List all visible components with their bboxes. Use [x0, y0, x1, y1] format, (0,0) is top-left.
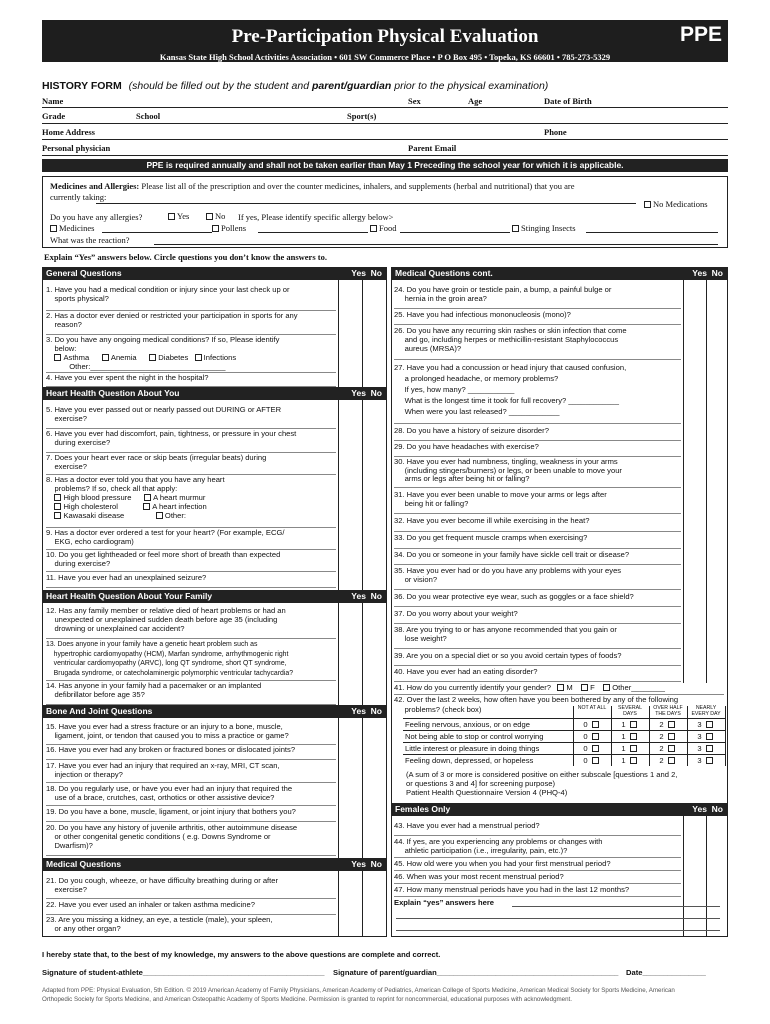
name-label: Name	[42, 96, 64, 106]
annual-notice: PPE is required annually and shall not be taken earlier than May 1 Preceding the school year for which it is applicable.	[42, 159, 728, 172]
student-signature[interactable]: Signature of student-athlete___________________________________________	[42, 968, 325, 977]
explain-yes-label: Explain “yes” answers here	[394, 898, 495, 907]
phq-col-divider	[573, 706, 574, 766]
yes-col-divider	[683, 267, 684, 683]
checkbox-icon	[54, 354, 61, 361]
checkbox-icon[interactable]	[630, 733, 637, 740]
question-23[interactable]: 23. Are you missing a kidney, an eye, a testicle (male), your spleen, or any other organ?	[46, 915, 273, 933]
checkbox-icon[interactable]	[212, 225, 219, 232]
allergy-no[interactable]: No	[206, 211, 225, 221]
parent-signature[interactable]: Signature of parent/guardian___________________________________________	[333, 968, 619, 977]
question-33[interactable]: 33. Do you get frequent muscle cramps when exercising?	[394, 533, 681, 549]
form-title: HISTORY FORM	[42, 80, 122, 92]
page-title: Pre-Participation Physical Evaluation	[231, 26, 539, 47]
phq-col-divider	[611, 706, 612, 766]
checkbox-icon	[102, 354, 109, 361]
phq-value: 3	[697, 732, 702, 741]
question-45[interactable]: 45. How old were you when you had your first menstrual period?	[394, 859, 681, 871]
question-44[interactable]: 44. If yes, are you experiencing any problems or changes with athletic participation (i.e., irregularity, pain, etc.)?	[394, 837, 681, 858]
phq-value: 0	[583, 744, 588, 753]
name-field[interactable]	[42, 107, 728, 108]
question-32[interactable]: 32. Have you ever become ill while exercising in the heat?	[394, 516, 681, 532]
checkbox-icon[interactable]	[706, 757, 713, 764]
phq-value: 1	[621, 732, 626, 741]
question-35[interactable]: 35. Have you ever had or do you have any problems with your eyes or vision?	[394, 566, 681, 590]
phq-option[interactable]	[649, 732, 687, 741]
checkbox-icon[interactable]	[630, 745, 637, 752]
phone-label: Phone	[544, 127, 567, 137]
checkbox-icon[interactable]	[668, 733, 675, 740]
checkbox-icon[interactable]	[168, 213, 175, 220]
question-38[interactable]: 38. Are you trying to or has anyone recommended that you gain or lose weight?	[394, 625, 681, 649]
allergy-medicines[interactable]: Medicines	[50, 223, 94, 233]
section-bone: Bone And Joint Questions Yes No	[42, 705, 387, 718]
question-41[interactable]: 41. How do you currently identify your gender? M F Other________	[394, 683, 724, 695]
question-10[interactable]: 10. Do you get lightheaded or feel more short of breath than expected during exercise?	[46, 550, 336, 572]
home-address-label: Home Address	[42, 127, 95, 137]
phq-col-header: NOT AT ALL	[577, 705, 607, 711]
checkbox-icon	[557, 684, 564, 691]
explain-line[interactable]	[396, 930, 720, 931]
checkbox-icon	[156, 512, 163, 519]
phq-row-label: Feeling down, depressed, or hopeless	[405, 756, 534, 765]
medicines-text: Medicines and Allergies: Please list all of the prescription and over the counter medicines, inhalers, and supplements (herbal and nutritional) that you are currently taking:	[50, 181, 575, 202]
phq-option[interactable]	[611, 756, 649, 765]
phq-option[interactable]	[687, 744, 725, 753]
no-medications-checkbox[interactable]	[644, 201, 651, 208]
phq-value: 3	[697, 720, 702, 729]
phq-option[interactable]	[573, 720, 611, 729]
phq-col-divider	[687, 706, 688, 766]
question-6[interactable]: 6. Have you ever had discomfort, pain, tightness, or pressure in your chest during exercise?	[46, 429, 336, 453]
phq-value: 3	[697, 756, 702, 765]
phq-row-label: Feeling nervous, anxious, or on edge	[405, 720, 530, 729]
checkbox-icon	[195, 354, 202, 361]
phq-option[interactable]	[573, 744, 611, 753]
question-18[interactable]: 18. Do you regularly use, or have you ever had an injury that required the use of a brace, crutches, cast, orthotics or other assistive device?	[46, 784, 336, 806]
form-note: (should be filled out by the student and parent/guardian prior to the physical examination)	[128, 80, 549, 92]
food-line[interactable]	[400, 232, 510, 233]
phq-value: 2	[659, 732, 664, 741]
question-39[interactable]: 39. Are you on a special diet or so you avoid certain types of foods?	[394, 651, 681, 666]
checkbox-icon[interactable]	[706, 733, 713, 740]
checkbox-icon[interactable]	[668, 721, 675, 728]
no-col-divider	[706, 803, 707, 937]
phq-value: 1	[621, 756, 626, 765]
checkbox-icon	[144, 494, 151, 501]
phq-option[interactable]	[573, 732, 611, 741]
checkbox-icon	[54, 494, 61, 501]
question-3[interactable]: 3. Do you have any ongoing medical conditions? If so, Please identify below: Asthma Anemia Diabetes Infections Other:________________________________	[46, 335, 336, 373]
question-21[interactable]: 21. Do you cough, wheeze, or have difficulty breathing during or after exercise?	[46, 876, 336, 899]
allergy-stinging[interactable]: Stinging Insects	[512, 223, 576, 233]
phq-value: 2	[659, 756, 664, 765]
home-address-field[interactable]	[42, 139, 728, 140]
phq-option[interactable]	[687, 720, 725, 729]
section-general: General Questions Yes No	[42, 267, 387, 280]
date-field[interactable]: Date_______________	[626, 968, 706, 977]
allergy-yes[interactable]: Yes	[168, 211, 189, 221]
checkbox-icon	[54, 503, 61, 510]
question-28[interactable]: 28. Do you have a history of seizure disorder?	[394, 426, 681, 441]
phq-value: 0	[583, 720, 588, 729]
grade-label: Grade	[42, 111, 66, 121]
phq-col-divider	[649, 706, 650, 766]
checkbox-icon[interactable]	[206, 213, 213, 220]
question-17[interactable]: 17. Have you ever had an injury that required an x-ray, MRI, CT scan, injection or therapy?	[46, 761, 336, 783]
phq-table	[403, 706, 725, 766]
question-1[interactable]: 1. Have you had a medical condition or injury since your last check up or sports physical?	[46, 285, 336, 311]
phq-col-header: NEARLY EVERY DAY	[691, 705, 721, 717]
phq-col-header: SEVERAL DAYS	[618, 705, 642, 717]
checkbox-icon[interactable]	[668, 745, 675, 752]
question-25[interactable]: 25. Have you had infectious mononucleosis (mono)?	[394, 310, 681, 325]
question-34[interactable]: 34. Do you or someone in your family have sickle cell trait or disease?	[394, 550, 681, 565]
age-label: Age	[468, 96, 483, 106]
phq-option[interactable]	[611, 744, 649, 753]
question-15[interactable]: 15. Have you ever had a stress fracture or an injury to a bone, muscle, ligament, joint, or tendon that caused you to miss a practice or game?	[46, 722, 336, 745]
phq-value: 2	[659, 744, 664, 753]
phq-value: 1	[621, 744, 626, 753]
phq-value: 0	[583, 756, 588, 765]
sports-label: Sport(s)	[347, 111, 377, 121]
question-7[interactable]: 7. Does your heart ever race or skip beats (irregular beats) during exercise?	[46, 453, 336, 475]
phq-row-label: Not being able to stop or control worrying	[405, 732, 544, 741]
explain-line[interactable]	[512, 906, 720, 907]
question-37[interactable]: 37. Do you worry about your weight?	[394, 609, 681, 624]
checkbox-icon	[603, 684, 610, 691]
question-30[interactable]: 30. Have you ever had numbness, tingling, weakness in your arms (including stingers/burners) or legs, or been unable to move your arms or legs after being hit or falling?	[394, 458, 681, 488]
no-medications-option[interactable]: No Medications	[644, 199, 708, 209]
section-females: Females Only Yes No	[391, 803, 728, 816]
physician-label: Personal physician	[42, 143, 111, 153]
credits: Adapted from PPE: Physical Evaluation, 5th Edition. © 2019 American Academy of Family Physicians, American Academy of Pediatrics, American College of Sports Medicine, American Medical Society for Sports Medicine, American Orthopedic Society for Sports Medicine, and American Osteopathic Academy of Sports Medicine. Permission is granted to reprint for noncommercial, educational purposes with acknowledgment.	[42, 987, 675, 1003]
checkbox-icon[interactable]	[706, 721, 713, 728]
pollens-line[interactable]	[258, 232, 368, 233]
question-47[interactable]: 47. How many menstrual periods have you had in the last 12 months?	[394, 885, 681, 897]
ppe-badge: PPE	[679, 23, 722, 46]
checkbox-icon[interactable]	[592, 733, 599, 740]
checkbox-icon[interactable]	[592, 745, 599, 752]
checkbox-icon	[54, 512, 61, 519]
phq-option[interactable]	[611, 720, 649, 729]
phq-option[interactable]	[649, 744, 687, 753]
question-36[interactable]: 36. Do you wear protective eye wear, such as goggles or a face shield?	[394, 592, 681, 607]
phq-col-header: OVER HALF THE DAYS	[653, 705, 683, 717]
checkbox-icon	[149, 354, 156, 361]
reaction-field[interactable]	[154, 244, 718, 245]
phq-value: 1	[621, 720, 626, 729]
allergy-food[interactable]: Food	[370, 223, 396, 233]
checkbox-icon[interactable]	[370, 225, 377, 232]
question-31[interactable]: 31. Have you ever been unable to move your arms or legs after being hit or falling?	[394, 490, 681, 514]
sex-label: Sex	[408, 96, 421, 106]
checkbox-icon[interactable]	[630, 721, 637, 728]
no-col-divider	[706, 267, 707, 683]
allergy-ifyes: If yes, Please identify specific allergy below>	[238, 212, 394, 222]
checkbox-icon[interactable]	[668, 757, 675, 764]
phq-value: 0	[583, 732, 588, 741]
allergy-pollens[interactable]: Pollens	[212, 223, 246, 233]
question-8[interactable]: 8. Has a doctor ever told you that you have any heart problems? If so, check all that apply: High blood pressure A heart murmur High cholesterol A heart infection Kawasaki disease Other:	[46, 475, 336, 528]
question-2[interactable]: 2. Has a doctor ever denied or restricted your participation in sports for any reason?	[46, 311, 336, 335]
question-13[interactable]: 13. Does anyone in your family have a genetic heart problem such as hypertrophic cardiomyopathy (HCM), Marfan syndrome, arrhythmogenic right ventricular cardiomyopathy (ARVC), long QT syndrome, short QT syndrome, Brugada syndrome, or catecholaminergic polymorphic ventricular tachycardia?	[46, 640, 336, 681]
checkbox-icon[interactable]	[630, 757, 637, 764]
phq-option[interactable]	[687, 732, 725, 741]
question-26[interactable]: 26. Do you have any recurring skin rashes or skin infection that come and go, including herpes or methicillin-resistant Staphylococcus aureus (MRSA)?	[394, 326, 681, 360]
checkbox-icon[interactable]	[512, 225, 519, 232]
question-42: 42. Over the last 2 weeks, how often have you been bothered by any of the following problems? (check box)	[394, 695, 679, 714]
section-heart: Heart Health Question About You Yes No	[42, 387, 387, 400]
question-4[interactable]: 4. Have you ever spent the night in the hospital?	[46, 373, 336, 387]
checkbox-icon[interactable]	[706, 745, 713, 752]
question-27[interactable]: 27. Have you had a concussion or head injury that caused confusion, a prolonged headache, or memory problems? If yes, how many? ___________ What is the longest time it took for full recovery? ____________ When were you last released? ____________	[394, 362, 681, 424]
parent-email-label: Parent Email	[408, 143, 457, 153]
phq-option[interactable]	[573, 756, 611, 765]
stinging-line[interactable]	[586, 232, 718, 233]
dob-label: Date of Birth	[544, 96, 592, 106]
grade-field[interactable]	[42, 123, 728, 124]
question-24[interactable]: 24. Do you have groin or testicle pain, a bump, a painful bulge or hernia in the groin area?	[394, 285, 681, 309]
question-43[interactable]: 43. Have you ever had a menstrual period?	[394, 821, 681, 836]
phq-option[interactable]	[611, 732, 649, 741]
checkbox-icon	[143, 503, 150, 510]
section-heart-family: Heart Health Question About Your Family Yes No	[42, 590, 387, 603]
phq-col-divider	[725, 706, 726, 766]
checkbox-icon[interactable]	[592, 757, 599, 764]
allergy-question: Do you have any allergies?	[50, 212, 143, 222]
question-5[interactable]: 5. Have you ever passed out or nearly passed out DURING or AFTER exercise?	[46, 405, 336, 429]
question-19[interactable]: 19. Do you have a bone, muscle, ligament, or joint injury that bothers you?	[46, 807, 336, 822]
question-29[interactable]: 29. Do you have headaches with exercise?	[394, 442, 681, 457]
question-14[interactable]: 14. Has anyone in your family had a pacemaker or an implanted defibrillator before age 35?	[46, 681, 336, 705]
phq-value: 3	[697, 744, 702, 753]
medicines-input[interactable]	[96, 203, 636, 204]
explain-instructions: Explain “Yes” answers below. Circle questions you don’t know the answers to.	[44, 252, 327, 262]
yes-col-divider	[683, 803, 684, 937]
medicines-allergy-line[interactable]	[102, 232, 212, 233]
phq-option[interactable]	[649, 756, 687, 765]
association-address: Kansas State High School Activities Association • 601 SW Commerce Place • P O Box 495 • Topeka, KS 66601 • 785-273-5329	[159, 52, 611, 62]
question-9[interactable]: 9. Has a doctor ever ordered a test for your heart? (For example, ECG/ EKG, echo cardiogram)	[46, 528, 336, 550]
question-20[interactable]: 20. Do you have any history of juvenile arthritis, other autoimmune disease or other congenital genetic conditions ( e.g. Downs Syndrome or Dwarfism)?	[46, 823, 336, 856]
physician-field[interactable]	[42, 155, 728, 156]
reaction-label: What was the reaction?	[50, 235, 130, 245]
question-11[interactable]: 11. Have you ever had an unexplained seizure?	[46, 573, 336, 588]
phq-option[interactable]	[649, 720, 687, 729]
question-16[interactable]: 16. Have you ever had any broken or fractured bones or dislocated joints?	[46, 745, 336, 760]
section-medical-cont: Medical Questions cont. Yes No	[391, 267, 728, 280]
form-heading	[42, 80, 548, 92]
checkbox-icon[interactable]	[50, 225, 57, 232]
section-medical: Medical Questions Yes No	[42, 858, 387, 871]
question-22[interactable]: 22. Have you ever used an inhaler or taken asthma medicine?	[46, 900, 336, 915]
header-banner	[42, 20, 728, 62]
question-40[interactable]: 40. Have you ever had an eating disorder?	[394, 667, 681, 682]
phq-option[interactable]	[687, 756, 725, 765]
phq-row-label: Little interest or pleasure in doing things	[405, 744, 540, 753]
question-46[interactable]: 46. When was your most recent menstrual period?	[394, 872, 681, 884]
question-12[interactable]: 12. Has any family member or relative died of heart problems or had an unexpected or unexplained sudden death before age 35 (including drowning or unexplained car accident?	[46, 606, 336, 639]
phq-note: (A sum of 3 or more is considered positive on either subscale [questions 1 and 2, or questions 3 and 4] for screening purpose) Patient Health Questionnaire Version 4 (PHQ-4)	[406, 770, 678, 797]
school-label: School	[136, 111, 161, 121]
explain-line[interactable]	[396, 918, 720, 919]
certification-statement: I hereby state that, to the best of my knowledge, my answers to the above questions are complete and correct.	[42, 950, 441, 959]
phq-value: 2	[659, 720, 664, 729]
checkbox-icon	[581, 684, 588, 691]
checkbox-icon[interactable]	[592, 721, 599, 728]
